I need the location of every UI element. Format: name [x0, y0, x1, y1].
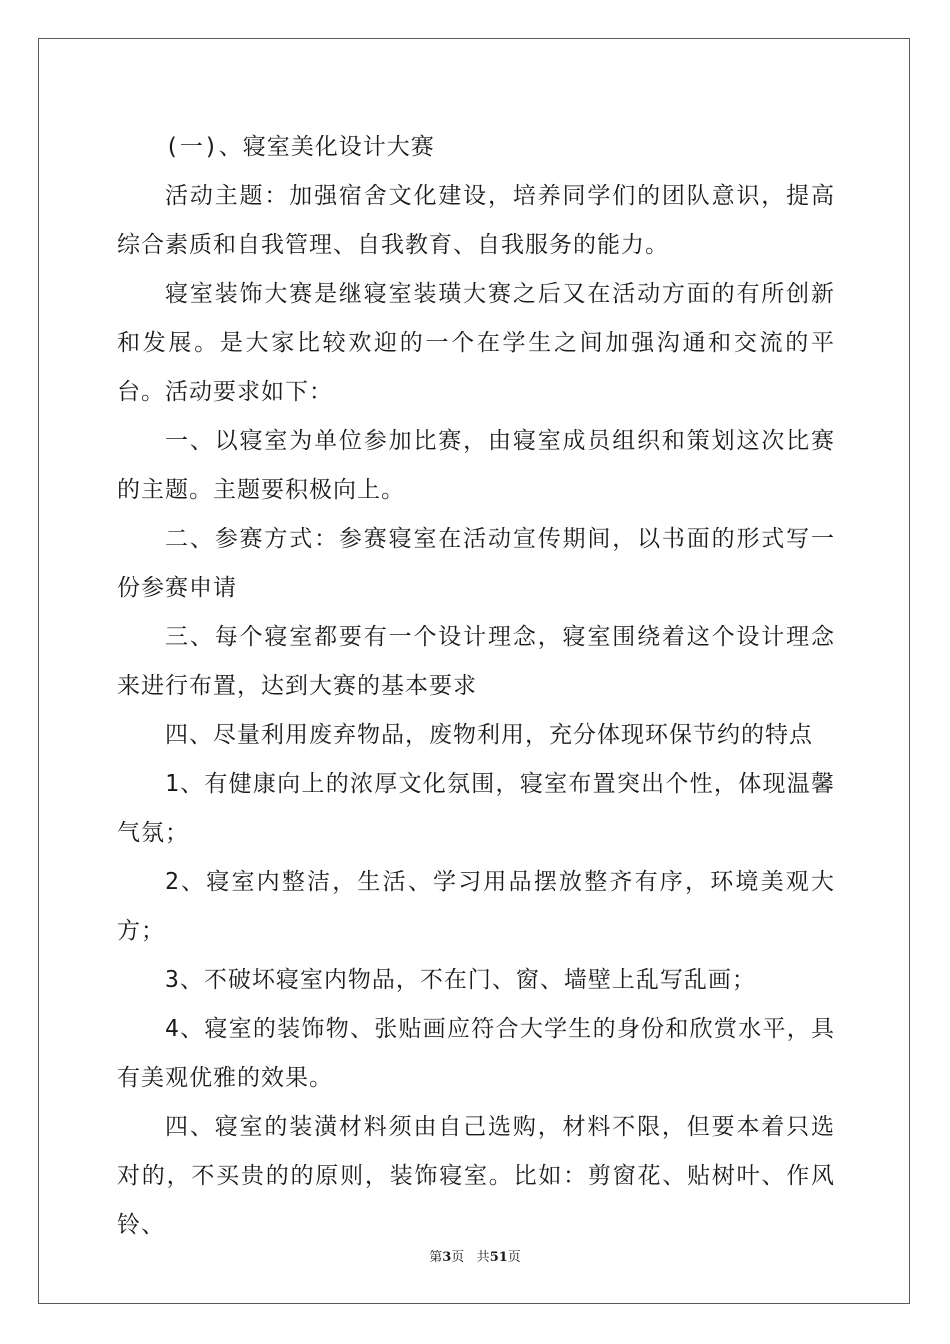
total-prefix: 共: [476, 1250, 490, 1265]
section-heading: (一)、寝室美化设计大赛: [165, 134, 435, 160]
paragraph: 寝室装饰大赛是继寝室装璜大赛之后又在活动方面的有所创新和发展。是大家比较欢迎的一个在学生之间加强沟通和交流的平台。活动要求如下：: [117, 281, 835, 405]
paragraph: 4、寝室的装饰物、张贴画应符合大学生的身份和欣赏水平，具有美观优雅的效果。: [117, 1016, 835, 1091]
document-body: [117, 123, 835, 1250]
page-footer: [0, 1246, 950, 1265]
paragraph: 一、以寝室为单位参加比赛，由寝室成员组织和策划这次比赛的主题。主题要积极向上。: [117, 428, 835, 503]
total-pages: 51: [489, 1250, 508, 1265]
page-prefix: 第: [429, 1250, 443, 1265]
paragraph: 二、参赛方式：参赛寝室在活动宣传期间，以书面的形式写一份参赛申请: [117, 526, 835, 601]
page-number: 3: [442, 1250, 452, 1265]
paragraph: 活动主题：加强宿舍文化建设，培养同学们的团队意识，提高综合素质和自我管理、自我教育、自我服务的能力。: [117, 183, 835, 258]
paragraph: 三、每个寝室都要有一个设计理念，寝室围绕着这个设计理念来进行布置，达到大赛的基本要求: [117, 624, 835, 699]
page-suffix: 页: [451, 1250, 465, 1265]
paragraph: 四、寝室的装潢材料须由自己选购，材料不限，但要本着只选对的，不买贵的的原则，装饰寝室。比如：剪窗花、贴树叶、作风铃、: [117, 1114, 835, 1238]
total-suffix: 页: [507, 1250, 521, 1265]
paragraph: 1、有健康向上的浓厚文化氛围，寝室布置突出个性，体现温馨气氛；: [117, 771, 835, 846]
paragraph: 四、尽量利用废弃物品，废物利用，充分体现环保节约的特点: [165, 722, 813, 748]
paragraph: 2、寝室内整洁，生活、学习用品摆放整齐有序，环境美观大方；: [117, 869, 835, 944]
paragraph: 3、不破坏寝室内物品，不在门、窗、墙壁上乱写乱画；: [165, 967, 756, 993]
